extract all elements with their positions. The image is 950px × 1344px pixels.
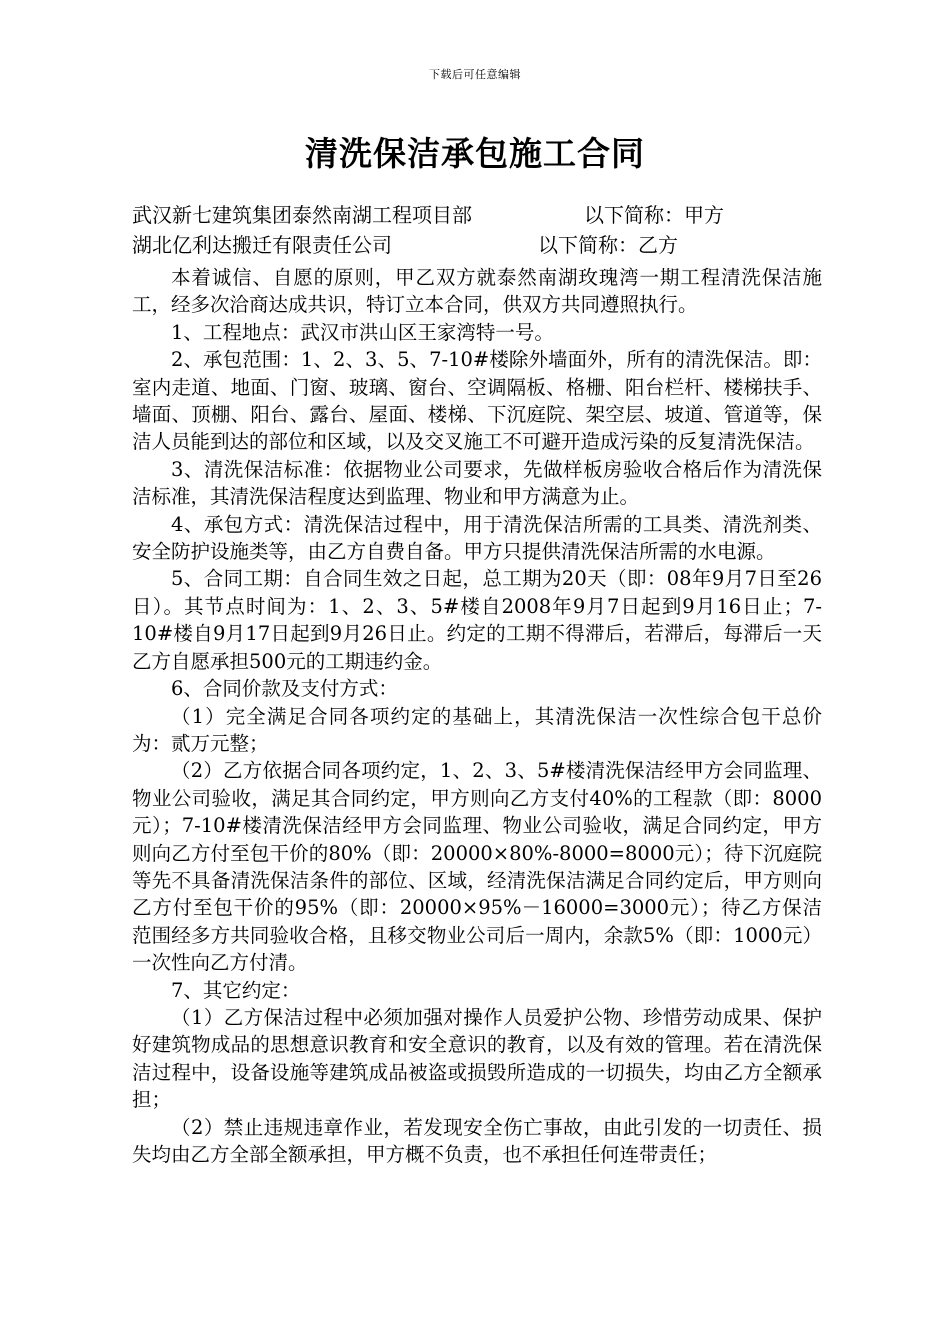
party-a-name: 武汉新七建筑集团泰然南湖工程项目部 xyxy=(132,203,472,227)
clause-5-schedule: 5、合同工期：自合同生效之日起，总工期为20天（即：08年9月7日至26日）。其节点时间为：1、2、3、5#楼自2008年9月7日起到9月16日止；7-10#楼自9月17日起到9月26日止。约定的工期不得滞后，若滞后，每滞后一天乙方自愿承担500元的工期违约金。 xyxy=(132,567,822,673)
parties-block xyxy=(132,200,832,260)
clause-7-other: 7、其它约定： xyxy=(171,978,301,1002)
clause-6-payment: 6、合同价款及支付方式： xyxy=(171,677,398,701)
intro-paragraph: 本着诚信、自愿的原则，甲乙双方就泰然南湖玫瑰湾一期工程清洗保洁施工，经多次洽商达成共识，特订立本合同，供双方共同遵照执行。 xyxy=(132,266,822,317)
clause-3-standard: 3、清洗保洁标准：依据物业公司要求，先做样板房验收合格后作为清洗保洁标准，其清洗保洁程度达到监理、物业和甲方满意为止。 xyxy=(132,457,822,509)
clause-6-item-1: （1）完全满足合同各项约定的基础上，其清洗保洁一次性综合包干总价为：贰万元整； xyxy=(132,704,822,755)
contract-body xyxy=(132,264,822,1168)
document-title: 清洗保洁承包施工合同 xyxy=(305,134,645,173)
party-a-abbr: 以下简称：甲方 xyxy=(584,203,724,227)
clause-1-location: 1、工程地点：武汉市洪山区王家湾特一号。 xyxy=(171,320,554,344)
clause-4-method: 4、承包方式：清洗保洁过程中，用于清洗保洁所需的工具类、清洗剂类、安全防护设施类等，由乙方自费自备。甲方只提供清洗保洁所需的水电源。 xyxy=(132,512,822,564)
clause-6-item-2: （2）乙方依据合同各项约定，1、2、3、5#楼清洗保洁经甲方会同监理、物业公司验收，满足其合同约定，甲方则向乙方支付40%的工程款（即：8000元）；7-10#楼清洗保洁经甲方会同监理、物业公司验收，满足合同约定，甲方则向乙方付至包干价的80%（即：20000×80%-8000=8000元）；待下沉庭院等先不具备清洗保洁条件的部位、区域，经清洗保洁满足合同约定后，甲方则向乙方付至包干价的95%（即：20000×95%－16000=3000元）；待乙方保洁范围经多方共同验收合格，且移交物业公司后一周内，余款5%（即：1000元）一次性向乙方付清。 xyxy=(132,759,822,975)
clause-7-item-1: （1）乙方保洁过程中必须加强对操作人员爱护公物、珍惜劳动成果、保护好建筑物成品的思想意识教育和安全意识的教育，以及有效的管理。若在清洗保洁过程中，设备设施等建筑成品被盗或损毁所造成的一切损失，均由乙方全额承担； xyxy=(132,1005,822,1112)
clause-7-item-2: （2）禁止违规违章作业，若发现安全伤亡事故，由此引发的一切责任、损失均由乙方全部全额承担，甲方概不负责，也不承担任何连带责任； xyxy=(132,1115,822,1166)
page-header: 下载后可任意编辑 xyxy=(429,68,521,81)
party-b-abbr: 以下简称：乙方 xyxy=(538,233,678,257)
clause-2-scope: 2、承包范围：1、2、3、5、7-10#楼除外墙面外，所有的清洗保洁。即：室内走道、地面、门窗、玻璃、窗台、空调隔板、格栅、阳台栏杆、楼梯扶手、墙面、顶棚、阳台、露台、屋面、楼梯、下沉庭院、架空层、坡道、管道等，保洁人员能到达的部位和区域，以及交叉施工不可避开造成污染的反复清洗保洁。 xyxy=(132,348,822,454)
party-a xyxy=(132,200,832,230)
party-b xyxy=(132,230,832,260)
party-b-name: 湖北亿利达搬迁有限责任公司 xyxy=(132,233,392,257)
